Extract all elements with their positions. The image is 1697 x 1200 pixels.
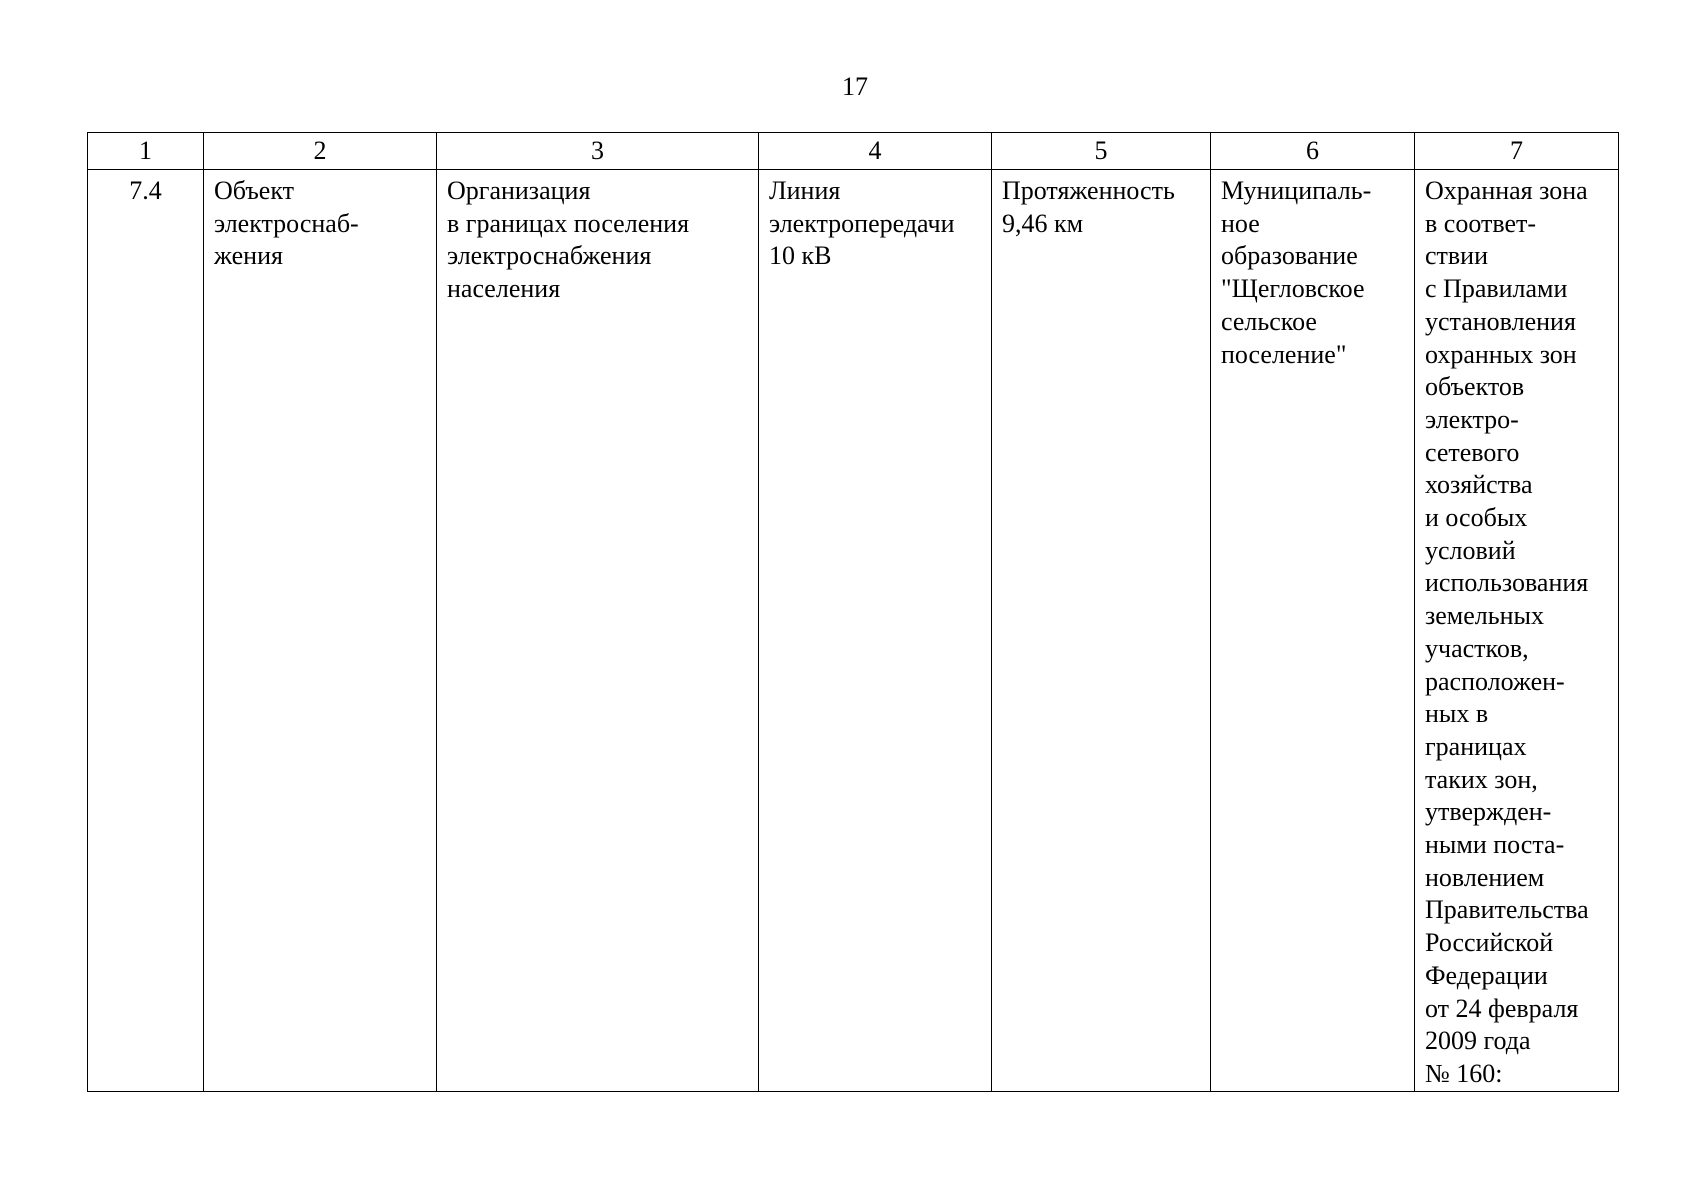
- location-line: Муниципаль-: [1221, 176, 1372, 205]
- zone-line: ными поста-: [1425, 830, 1565, 860]
- zone-line: границах: [1425, 731, 1527, 761]
- zone-line: установления: [1425, 306, 1576, 336]
- column-number-row: [88, 133, 1619, 170]
- name-cell: [759, 170, 992, 1092]
- zone-line: от 24 февраля: [1425, 993, 1579, 1023]
- name-line: 10 кВ: [769, 241, 832, 271]
- object-type-line: жения: [214, 241, 283, 271]
- column-number-5: 5: [992, 133, 1211, 170]
- characteristics-line: Протяженность: [1002, 176, 1175, 205]
- purpose-line: электроснабжения: [447, 241, 652, 271]
- column-number-6: 6: [1211, 133, 1415, 170]
- purpose-cell: [437, 170, 759, 1092]
- object-type-line: электроснаб-: [214, 208, 359, 238]
- object-type-cell: [204, 170, 437, 1092]
- zone-line: в соответ-: [1425, 208, 1537, 238]
- zone-line: утвержден-: [1425, 797, 1552, 827]
- zone-line: Охранная зона: [1425, 176, 1588, 205]
- characteristics-line: 9,46 км: [1002, 208, 1084, 238]
- zone-line: и особых: [1425, 503, 1528, 533]
- table-row: [88, 170, 1619, 1092]
- row-number: 7.4: [129, 176, 162, 205]
- purpose-line: населения: [447, 274, 561, 304]
- zone-line: сетевого: [1425, 437, 1520, 467]
- zone-line: объектов: [1425, 372, 1525, 402]
- location-line: ное: [1221, 208, 1260, 238]
- location-cell: [1211, 170, 1415, 1092]
- zone-line: Правительства: [1425, 895, 1589, 925]
- document-table: [87, 132, 1619, 1092]
- zone-line: использования: [1425, 568, 1589, 598]
- zone-line: ствии: [1425, 241, 1489, 271]
- zone-line: расположен-: [1425, 666, 1565, 696]
- zone-line: охранных зон: [1425, 339, 1577, 369]
- purpose-line: Организация: [447, 176, 591, 205]
- zone-line: земельных: [1425, 601, 1545, 631]
- zone-line: № 160:: [1425, 1058, 1503, 1088]
- zone-line: хозяйства: [1425, 470, 1533, 500]
- column-number-1: 1: [88, 133, 204, 170]
- zone-line: 2009 года: [1425, 1026, 1531, 1056]
- column-number-4: 4: [759, 133, 992, 170]
- location-line: "Щегловское: [1221, 274, 1365, 304]
- zone-line: Федерации: [1425, 960, 1548, 990]
- zone-cell: [1415, 170, 1619, 1092]
- characteristics-cell: [992, 170, 1211, 1092]
- zone-line: электро-: [1425, 404, 1519, 434]
- zone-line: таких зон,: [1425, 764, 1538, 794]
- object-type-line: Объект: [214, 176, 294, 205]
- row-number-cell: [88, 170, 204, 1092]
- zone-line: ных в: [1425, 699, 1489, 729]
- column-number-7: 7: [1415, 133, 1619, 170]
- zone-line: новлением: [1425, 862, 1545, 892]
- zone-line: с Правилами: [1425, 274, 1568, 304]
- name-line: Линия: [769, 176, 841, 205]
- location-line: поселение": [1221, 339, 1347, 369]
- name-line: электропередачи: [769, 208, 955, 238]
- page-number: 17: [842, 72, 868, 101]
- location-line: сельское: [1221, 306, 1317, 336]
- column-number-3: 3: [437, 133, 759, 170]
- purpose-line: в границах поселения: [447, 208, 690, 238]
- zone-line: условий: [1425, 535, 1516, 565]
- zone-line: Российской: [1425, 928, 1554, 958]
- zone-line: участков,: [1425, 633, 1529, 663]
- column-number-2: 2: [204, 133, 437, 170]
- location-line: образование: [1221, 241, 1358, 271]
